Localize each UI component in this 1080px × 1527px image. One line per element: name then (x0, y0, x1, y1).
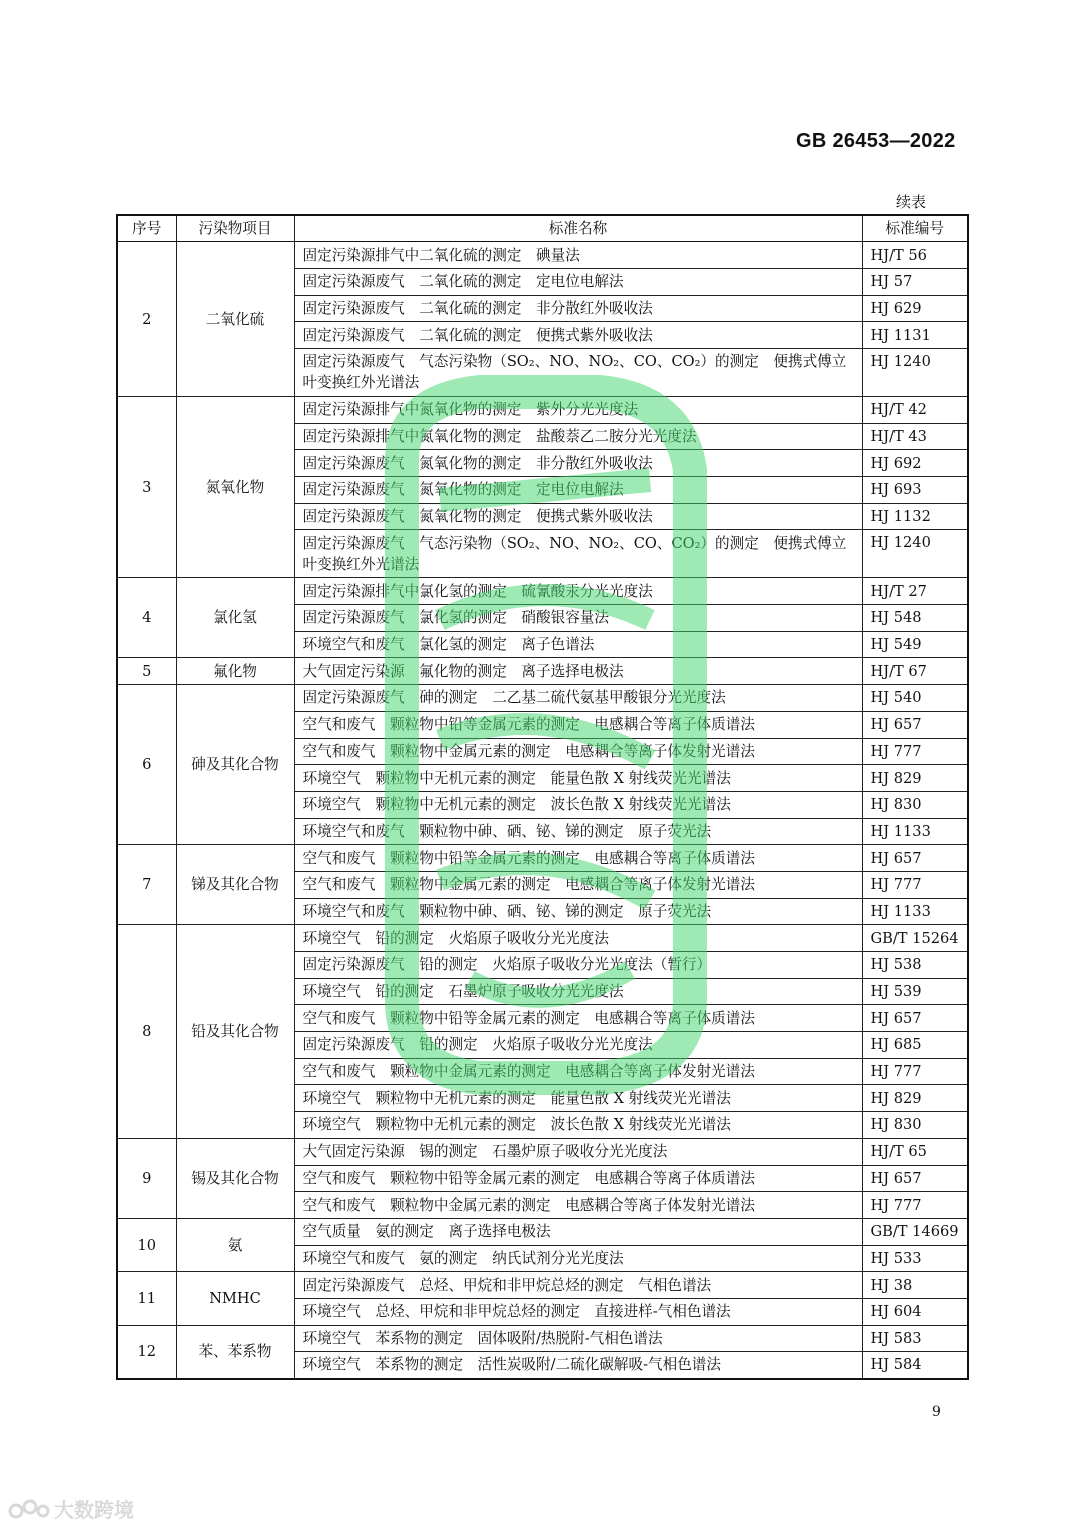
site-watermark (8, 1494, 134, 1523)
table-row (117, 845, 968, 872)
standard-name: 固定污染源废气 气态污染物（SO₂、NO、NO₂、CO、CO₂）的测定 便携式傅立叶变换红外光谱法 (294, 348, 862, 396)
standard-code-cell: HJ 604 (862, 1298, 968, 1325)
standard-code-cell: HJ 533 (862, 1245, 968, 1272)
pollutant-item: 氮氧化物 (176, 396, 294, 577)
standard-name: 环境空气 颗粒物中无机元素的测定 能量色散 X 射线荧光光谱法 (294, 1085, 862, 1112)
pollutant-item: 二氧化硫 (176, 242, 294, 397)
pollutant-item: 铅及其化合物 (176, 925, 294, 1139)
watermark-logo-icon (8, 1498, 50, 1520)
standard-code-cell: HJ/T 42 (862, 396, 968, 423)
standards-table (116, 214, 969, 1380)
standard-code-cell: HJ 657 (862, 1005, 968, 1032)
standard-name: 环境空气 总烃、甲烷和非甲烷总烃的测定 直接进样-气相色谱法 (294, 1298, 862, 1325)
standard-name: 固定污染源废气 氮氧化物的测定 非分散红外吸收法 (294, 450, 862, 477)
standard-name: 固定污染源废气 二氧化硫的测定 便携式紫外吸收法 (294, 322, 862, 349)
standard-name: 固定污染源废气 氮氧化物的测定 便携式紫外吸收法 (294, 503, 862, 530)
group-number: 9 (117, 1138, 176, 1218)
standard-name: 固定污染源废气 氯化氢的测定 硝酸银容量法 (294, 605, 862, 632)
standard-code-cell: HJ 830 (862, 791, 968, 818)
standard-code-cell: HJ 657 (862, 1165, 968, 1192)
table-row (117, 396, 968, 423)
standard-name: 环境空气 颗粒物中无机元素的测定 能量色散 X 射线荧光光谱法 (294, 765, 862, 792)
standard-code-cell: HJ 1133 (862, 818, 968, 845)
standard-name: 环境空气 苯系物的测定 活性炭吸附/二硫化碳解吸-气相色谱法 (294, 1352, 862, 1379)
standard-name: 固定污染源废气 铅的测定 火焰原子吸收分光光度法 (294, 1032, 862, 1059)
standard-code-cell: HJ 657 (862, 711, 968, 738)
standard-code-cell: HJ 539 (862, 978, 968, 1005)
standard-code-cell: HJ 777 (862, 1192, 968, 1219)
standard-code-cell: HJ 1131 (862, 322, 968, 349)
pollutant-item: 砷及其化合物 (176, 685, 294, 845)
standard-code-cell: HJ/T 56 (862, 242, 968, 269)
standard-code-cell: HJ 584 (862, 1352, 968, 1379)
continued-label: 续表 (896, 193, 927, 211)
standard-code-cell: HJ 548 (862, 605, 968, 632)
group-number: 10 (117, 1218, 176, 1271)
group-number: 5 (117, 658, 176, 685)
standard-name: 环境空气和废气 氨的测定 纳氏试剂分光光度法 (294, 1245, 862, 1272)
col-header-no: 序号 (117, 215, 176, 242)
standard-name: 空气和废气 颗粒物中铅等金属元素的测定 电感耦合等离子体质谱法 (294, 711, 862, 738)
standard-code-cell: HJ 1240 (862, 348, 968, 396)
standard-code-cell: HJ 692 (862, 450, 968, 477)
standard-name: 环境空气和废气 颗粒物中砷、硒、铋、锑的测定 原子荧光法 (294, 818, 862, 845)
standard-code-cell: HJ 693 (862, 477, 968, 504)
col-header-item: 污染物项目 (176, 215, 294, 242)
standard-name: 空气和废气 颗粒物中金属元素的测定 电感耦合等离子体发射光谱法 (294, 1058, 862, 1085)
standard-name: 环境空气 铅的测定 火焰原子吸收分光光度法 (294, 925, 862, 952)
standard-name: 环境空气 颗粒物中无机元素的测定 波长色散 X 射线荧光光谱法 (294, 1112, 862, 1139)
standard-code-cell: HJ/T 27 (862, 578, 968, 605)
standard-name: 固定污染源废气 二氧化硫的测定 非分散红外吸收法 (294, 295, 862, 322)
standard-name: 空气和废气 颗粒物中铅等金属元素的测定 电感耦合等离子体质谱法 (294, 1165, 862, 1192)
standard-code-cell: HJ 657 (862, 845, 968, 872)
table-row (117, 1138, 968, 1165)
col-header-name: 标准名称 (294, 215, 862, 242)
standard-code-cell: HJ 1133 (862, 898, 968, 925)
standard-name: 环境空气 苯系物的测定 固体吸附/热脱附-气相色谱法 (294, 1325, 862, 1352)
table-row (117, 685, 968, 712)
standard-code-cell: GB/T 14669 (862, 1218, 968, 1245)
standard-name: 环境空气和废气 颗粒物中砷、硒、铋、锑的测定 原子荧光法 (294, 898, 862, 925)
table-row (117, 1325, 968, 1352)
standard-code-cell: HJ 1240 (862, 530, 968, 578)
table-row (117, 1218, 968, 1245)
standard-name: 大气固定污染源 锡的测定 石墨炉原子吸收分光光度法 (294, 1138, 862, 1165)
standard-code-cell: HJ 540 (862, 685, 968, 712)
group-number: 2 (117, 242, 176, 397)
standard-name: 固定污染源排气中氮氧化物的测定 紫外分光光度法 (294, 396, 862, 423)
group-number: 4 (117, 578, 176, 658)
table-row (117, 925, 968, 952)
standard-name: 固定污染源废气 氮氧化物的测定 定电位电解法 (294, 477, 862, 504)
standard-name: 固定污染源废气 总烃、甲烷和非甲烷总烃的测定 气相色谱法 (294, 1272, 862, 1299)
pollutant-item: NMHC (176, 1272, 294, 1325)
standard-name: 固定污染源排气中氮氧化物的测定 盐酸萘乙二胺分光光度法 (294, 423, 862, 450)
standard-code-cell: HJ 777 (862, 738, 968, 765)
group-number: 11 (117, 1272, 176, 1325)
standard-code-cell: HJ 629 (862, 295, 968, 322)
standard-code: GB 26453—2022 (796, 130, 956, 152)
standard-code-cell: HJ 549 (862, 631, 968, 658)
standard-name: 环境空气和废气 氯化氢的测定 离子色谱法 (294, 631, 862, 658)
standard-name: 固定污染源排气中氯化氢的测定 硫氰酸汞分光光度法 (294, 578, 862, 605)
standard-code-cell: HJ 38 (862, 1272, 968, 1299)
standard-name: 空气和废气 颗粒物中金属元素的测定 电感耦合等离子体发射光谱法 (294, 871, 862, 898)
col-header-code: 标准编号 (862, 215, 968, 242)
standard-name: 空气和废气 颗粒物中金属元素的测定 电感耦合等离子体发射光谱法 (294, 1192, 862, 1219)
standard-name: 固定污染源排气中二氧化硫的测定 碘量法 (294, 242, 862, 269)
standard-code-cell: HJ 777 (862, 871, 968, 898)
standard-code-cell: HJ 777 (862, 1058, 968, 1085)
table-header-row (117, 215, 968, 242)
standard-code-cell: HJ/T 65 (862, 1138, 968, 1165)
standard-code-cell: HJ/T 43 (862, 423, 968, 450)
group-number: 7 (117, 845, 176, 925)
standard-name: 空气和废气 颗粒物中金属元素的测定 电感耦合等离子体发射光谱法 (294, 738, 862, 765)
pollutant-item: 苯、苯系物 (176, 1325, 294, 1378)
standard-name: 固定污染源废气 气态污染物（SO₂、NO、NO₂、CO、CO₂）的测定 便携式傅立叶变换红外光谱法 (294, 530, 862, 578)
standard-code-cell: HJ 583 (862, 1325, 968, 1352)
table-row (117, 1272, 968, 1299)
page-number: 9 (932, 1404, 941, 1420)
standard-name: 空气和废气 颗粒物中铅等金属元素的测定 电感耦合等离子体质谱法 (294, 845, 862, 872)
group-number: 3 (117, 396, 176, 577)
standard-name: 环境空气 颗粒物中无机元素的测定 波长色散 X 射线荧光光谱法 (294, 791, 862, 818)
standard-name: 环境空气 铅的测定 石墨炉原子吸收分光光度法 (294, 978, 862, 1005)
group-number: 12 (117, 1325, 176, 1378)
standard-name: 空气质量 氨的测定 离子选择电极法 (294, 1218, 862, 1245)
pollutant-item: 氟化物 (176, 658, 294, 685)
group-number: 8 (117, 925, 176, 1139)
standard-code-cell: HJ 685 (862, 1032, 968, 1059)
pollutant-item: 锡及其化合物 (176, 1138, 294, 1218)
standard-code-cell: HJ/T 67 (862, 658, 968, 685)
pollutant-item: 锑及其化合物 (176, 845, 294, 925)
table-row (117, 658, 968, 685)
group-number: 6 (117, 685, 176, 845)
standard-code-cell: HJ 829 (862, 1085, 968, 1112)
standard-code-cell: HJ 538 (862, 952, 968, 979)
standard-name: 固定污染源废气 二氧化硫的测定 定电位电解法 (294, 268, 862, 295)
standard-name: 固定污染源废气 砷的测定 二乙基二硫代氨基甲酸银分光光度法 (294, 685, 862, 712)
standard-name: 空气和废气 颗粒物中铅等金属元素的测定 电感耦合等离子体质谱法 (294, 1005, 862, 1032)
table-body (117, 242, 968, 1379)
table-row (117, 242, 968, 269)
standard-code-cell: GB/T 15264 (862, 925, 968, 952)
pollutant-item: 氨 (176, 1218, 294, 1271)
table-row (117, 578, 968, 605)
standard-code-cell: HJ 829 (862, 765, 968, 792)
pollutant-item: 氯化氢 (176, 578, 294, 658)
standard-name: 大气固定污染源 氟化物的测定 离子选择电极法 (294, 658, 862, 685)
standard-name: 固定污染源废气 铅的测定 火焰原子吸收分光光度法（暂行） (294, 952, 862, 979)
standard-code-cell: HJ 830 (862, 1112, 968, 1139)
standard-code-cell: HJ 57 (862, 268, 968, 295)
standard-code-cell: HJ 1132 (862, 503, 968, 530)
watermark-text: 大数跨境 (54, 1498, 134, 1522)
